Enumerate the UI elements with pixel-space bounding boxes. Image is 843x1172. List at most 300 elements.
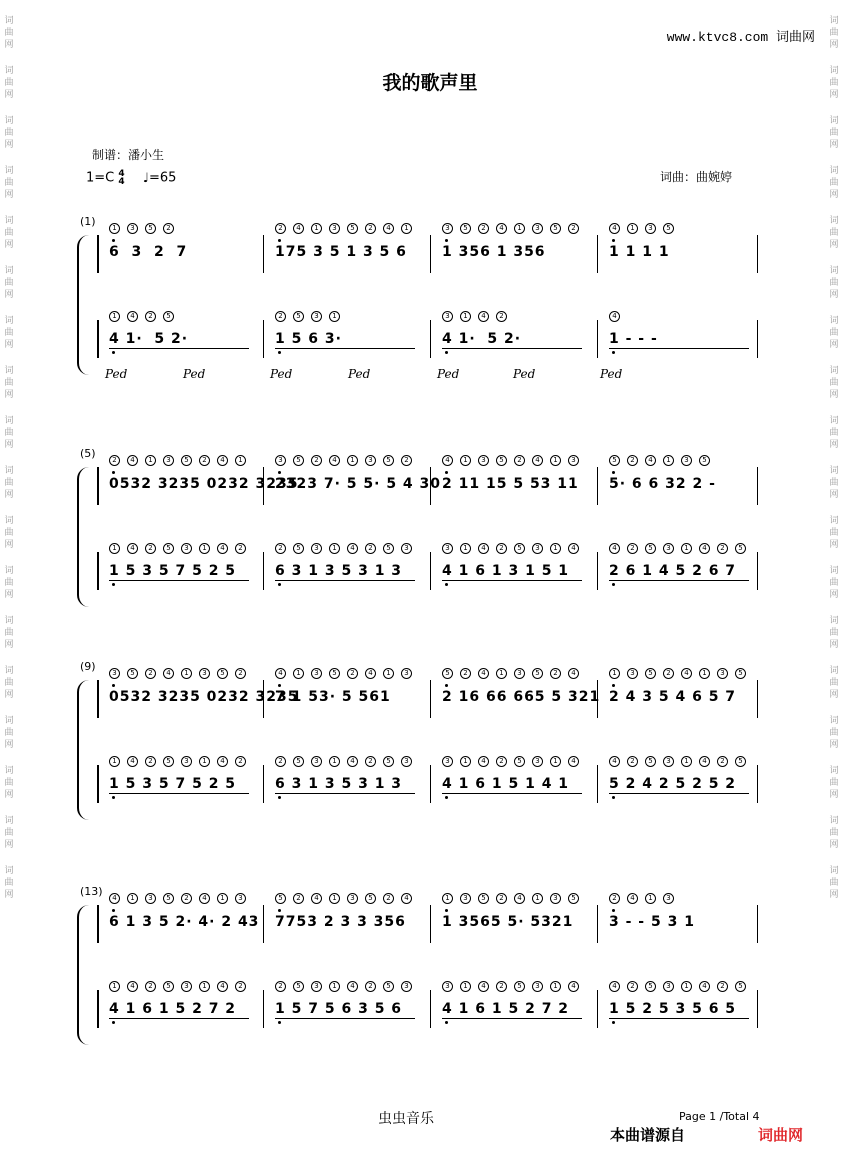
- underline-beam: [442, 1018, 582, 1019]
- finger-circle: 3: [181, 981, 192, 992]
- finger-circle: 4: [681, 668, 692, 679]
- finger-circle: 4: [514, 893, 525, 904]
- finger-circle: 1: [460, 311, 471, 322]
- barline-bass: [263, 552, 264, 590]
- finger-circle: 3: [311, 756, 322, 767]
- finger-circle: 1: [550, 981, 561, 992]
- finger-circle: 4: [347, 543, 358, 554]
- watermark-mark: 词 曲 网: [829, 415, 839, 449]
- time-bottom: 4: [118, 177, 125, 187]
- finger-circle: 5: [163, 543, 174, 554]
- bass-measure: 6 3 1 3 5 3 1 3: [275, 563, 403, 579]
- finger-circle: 4: [275, 668, 286, 679]
- finger-circle: 3: [442, 756, 453, 767]
- finger-circle: 3: [550, 893, 561, 904]
- octave-dot: [278, 909, 281, 912]
- treble-measure: 2323 7· 5 5· 5 4 30: [275, 476, 442, 492]
- finger-circle: 3: [181, 543, 192, 554]
- finger-circle: 5: [460, 223, 471, 234]
- watermark-mark: 词 曲 网: [829, 65, 839, 99]
- treble-measure: 6 1 3 5 2· 4· 2 43: [109, 914, 260, 930]
- finger-circle: 4: [109, 893, 120, 904]
- finger-circle: 3: [532, 223, 543, 234]
- finger-circle: 1: [460, 455, 471, 466]
- bass-measure: 1 5 3 5 7 5 2 5: [109, 776, 237, 792]
- finger-circle: 5: [645, 756, 656, 767]
- underline-beam: [275, 1018, 415, 1019]
- pedal-marking: Ped: [513, 367, 536, 381]
- finger-circle: 2: [627, 543, 638, 554]
- bass-measure: 1 5 7 5 6 3 5 6: [275, 1001, 403, 1017]
- finger-circle: 5: [347, 223, 358, 234]
- finger-circle: 3: [181, 756, 192, 767]
- octave-dot: [445, 796, 448, 799]
- octave-dot: [445, 1021, 448, 1024]
- finger-circle: 5: [293, 981, 304, 992]
- underline-beam: [275, 348, 415, 349]
- finger-circle: 2: [627, 981, 638, 992]
- measure-number: (5): [80, 447, 96, 460]
- finger-circle: 2: [235, 981, 246, 992]
- finger-circle: 1: [460, 981, 471, 992]
- underline-beam: [609, 580, 749, 581]
- watermark-mark: 词 曲 网: [4, 415, 14, 449]
- finger-circle: 2: [145, 311, 156, 322]
- finger-circle: 3: [311, 543, 322, 554]
- finger-circle: 5: [217, 668, 228, 679]
- finger-circle: 1: [329, 756, 340, 767]
- underline-beam: [442, 580, 582, 581]
- octave-dot: [445, 351, 448, 354]
- finger-circle: 1: [329, 893, 340, 904]
- finger-circle: 4: [699, 756, 710, 767]
- finger-circle: 1: [442, 893, 453, 904]
- finger-circle: 1: [109, 311, 120, 322]
- finger-circle: 3: [663, 981, 674, 992]
- finger-circle: 2: [609, 893, 620, 904]
- watermark-mark: 词 曲 网: [4, 465, 14, 499]
- finger-circle: 3: [532, 756, 543, 767]
- source-site[interactable]: 词曲网: [758, 1126, 804, 1144]
- finger-circle: 4: [217, 455, 228, 466]
- finger-circle: 5: [163, 893, 174, 904]
- barline-bass: [263, 990, 264, 1028]
- barline-treble: [430, 235, 431, 273]
- octave-dot: [612, 351, 615, 354]
- finger-circle: 1: [199, 543, 210, 554]
- finger-circle: 4: [383, 223, 394, 234]
- finger-circle: 1: [347, 455, 358, 466]
- watermark-mark: 词 曲 网: [829, 15, 839, 49]
- finger-circle: 1: [460, 543, 471, 554]
- bass-measure: 4 1 6 1 5 2 7 2: [442, 1001, 570, 1017]
- finger-circle: 4: [699, 543, 710, 554]
- finger-circle: 1: [293, 668, 304, 679]
- measure-number: (9): [80, 660, 96, 673]
- finger-circle: 5: [275, 893, 286, 904]
- left-watermark-strip: [2, 0, 16, 1172]
- finger-circle: 3: [460, 893, 471, 904]
- finger-circle: 5: [532, 668, 543, 679]
- octave-dot: [278, 351, 281, 354]
- barline-bass: [97, 320, 99, 358]
- watermark-mark: 词 曲 网: [829, 615, 839, 649]
- finger-circle: 3: [663, 756, 674, 767]
- finger-circle: 2: [145, 981, 156, 992]
- finger-circle: 4: [627, 893, 638, 904]
- underline-beam: [275, 580, 415, 581]
- finger-circle: 2: [717, 543, 728, 554]
- finger-circle: 4: [478, 543, 489, 554]
- finger-circle: 2: [717, 756, 728, 767]
- finger-circle: 4: [217, 756, 228, 767]
- finger-circle: 4: [496, 223, 507, 234]
- barline-bass: [597, 320, 598, 358]
- publisher: 虫虫音乐: [378, 1111, 434, 1127]
- finger-circle: 1: [609, 668, 620, 679]
- finger-circle: 5: [645, 981, 656, 992]
- finger-circle: 5: [181, 455, 192, 466]
- finger-circle: 2: [496, 543, 507, 554]
- finger-circle: 3: [235, 893, 246, 904]
- pedal-marking: Ped: [105, 367, 128, 381]
- finger-circle: 2: [496, 756, 507, 767]
- watermark-mark: 词 曲 网: [4, 365, 14, 399]
- watermark-mark: 词 曲 网: [4, 165, 14, 199]
- finger-circle: 2: [347, 668, 358, 679]
- finger-circle: 2: [109, 455, 120, 466]
- finger-circle: 4: [163, 668, 174, 679]
- treble-measure: 1 1 1 1: [609, 244, 670, 260]
- watermark-mark: 词 曲 网: [4, 265, 14, 299]
- finger-circle: 3: [311, 981, 322, 992]
- octave-dot: [278, 1021, 281, 1024]
- finger-circle: 2: [365, 756, 376, 767]
- watermark-mark: 词 曲 网: [829, 865, 839, 899]
- underline-beam: [609, 1018, 749, 1019]
- octave-dot: [445, 684, 448, 687]
- treble-measure: 2 11 15 5 53 11: [442, 476, 579, 492]
- barline-bass: [597, 765, 598, 803]
- watermark-mark: 词 曲 网: [829, 665, 839, 699]
- octave-dot: [112, 1021, 115, 1024]
- finger-circle: 5: [163, 981, 174, 992]
- underline-beam: [109, 793, 249, 794]
- finger-circle: 3: [199, 668, 210, 679]
- finger-circle: 1: [235, 455, 246, 466]
- treble-measure: 3 - - 5 3 1: [609, 914, 695, 930]
- octave-dot: [445, 583, 448, 586]
- finger-circle: 3: [311, 311, 322, 322]
- finger-circle: 3: [442, 981, 453, 992]
- finger-circle: 5: [127, 668, 138, 679]
- finger-circle: 4: [329, 455, 340, 466]
- finger-circle: 2: [275, 981, 286, 992]
- finger-circle: 3: [442, 223, 453, 234]
- finger-circle: 1: [217, 893, 228, 904]
- barline-treble: [430, 905, 431, 943]
- finger-circle: 2: [383, 893, 394, 904]
- finger-circle: 5: [293, 455, 304, 466]
- barline-bass: [430, 990, 431, 1028]
- finger-circle: 2: [365, 223, 376, 234]
- finger-circle: 3: [401, 668, 412, 679]
- finger-circle: 4: [699, 981, 710, 992]
- finger-circle: 2: [235, 668, 246, 679]
- treble-measure: 175 3 5 1 3 5 6: [275, 244, 407, 260]
- finger-circle: 2: [663, 668, 674, 679]
- finger-circle: 4: [217, 543, 228, 554]
- octave-dot: [112, 471, 115, 474]
- underline-beam: [442, 793, 582, 794]
- barline-treble: [97, 235, 99, 273]
- measure-number: (13): [80, 885, 103, 898]
- finger-circle: 5: [365, 893, 376, 904]
- watermark-mark: 词 曲 网: [829, 765, 839, 799]
- finger-circle: 4: [532, 455, 543, 466]
- barline-bass: [430, 552, 431, 590]
- finger-circle: 5: [163, 311, 174, 322]
- watermark-mark: 词 曲 网: [4, 615, 14, 649]
- barline-treble: [597, 905, 598, 943]
- finger-circle: 5: [383, 756, 394, 767]
- finger-circle: 5: [383, 455, 394, 466]
- finger-circle: 3: [109, 668, 120, 679]
- bass-measure: 6 3 1 3 5 3 1 3: [275, 776, 403, 792]
- finger-circle: 5: [442, 668, 453, 679]
- octave-dot: [112, 583, 115, 586]
- barline-treble: [97, 467, 99, 505]
- octave-dot: [112, 684, 115, 687]
- finger-circle: 3: [329, 223, 340, 234]
- finger-circle: 4: [478, 756, 489, 767]
- treble-measure: 7753 2 3 3 356: [275, 914, 406, 930]
- barline-treble: [263, 235, 264, 273]
- pedal-marking: Ped: [183, 367, 206, 381]
- barline-bass: [597, 990, 598, 1028]
- barline-bass: [263, 320, 264, 358]
- grand-staff-brace: [77, 905, 89, 1045]
- treble-measure: 5· 6 6 32 2 -: [609, 476, 716, 492]
- watermark-mark: 词 曲 网: [829, 115, 839, 149]
- finger-circle: 4: [347, 756, 358, 767]
- finger-circle: 1: [401, 223, 412, 234]
- barline-bass: [757, 765, 758, 803]
- finger-circle: 4: [442, 455, 453, 466]
- watermark-mark: 词 曲 网: [829, 365, 839, 399]
- finger-circle: 1: [627, 223, 638, 234]
- barline-treble: [757, 680, 758, 718]
- finger-circle: 4: [311, 893, 322, 904]
- barline-bass: [97, 990, 99, 1028]
- measure-number: (1): [80, 215, 96, 228]
- watermark-mark: 词 曲 网: [4, 715, 14, 749]
- grand-staff-brace: [77, 680, 89, 820]
- finger-circle: 5: [663, 223, 674, 234]
- finger-circle: 4: [568, 543, 579, 554]
- quarter-note-icon: ♩: [142, 170, 149, 186]
- lyricist-composer: 词曲：曲婉婷: [660, 170, 733, 184]
- octave-dot: [278, 796, 281, 799]
- finger-circle: 1: [127, 893, 138, 904]
- watermark-mark: 词 曲 网: [4, 65, 14, 99]
- finger-circle: 3: [401, 756, 412, 767]
- octave-dot: [112, 239, 115, 242]
- treble-measure: 2 4 3 5 4 6 5 7: [609, 689, 737, 705]
- pedal-marking: Ped: [270, 367, 293, 381]
- watermark-mark: 词 曲 网: [4, 115, 14, 149]
- barline-bass: [430, 320, 431, 358]
- finger-circle: 3: [442, 543, 453, 554]
- barline-bass: [757, 990, 758, 1028]
- treble-measure: 1 356 1 356: [442, 244, 546, 260]
- finger-circle: 1: [329, 543, 340, 554]
- watermark-mark: 词 曲 网: [4, 215, 14, 249]
- source-prefix: 本曲谱源自: [610, 1126, 686, 1144]
- finger-circle: 1: [681, 543, 692, 554]
- finger-circle: 3: [532, 981, 543, 992]
- watermark-mark: 词 曲 网: [829, 815, 839, 849]
- underline-beam: [109, 1018, 249, 1019]
- octave-dot: [612, 239, 615, 242]
- finger-circle: 2: [717, 981, 728, 992]
- octave-dot: [278, 471, 281, 474]
- finger-circle: 4: [609, 543, 620, 554]
- treble-measure: 7 1 53· 5 561: [275, 689, 391, 705]
- finger-circle: 1: [181, 668, 192, 679]
- finger-circle: 3: [401, 981, 412, 992]
- finger-circle: 3: [365, 455, 376, 466]
- finger-circle: 1: [199, 981, 210, 992]
- finger-circle: 3: [514, 668, 525, 679]
- watermark-mark: 词 曲 网: [829, 265, 839, 299]
- finger-circle: 1: [550, 543, 561, 554]
- finger-circle: 4: [609, 981, 620, 992]
- finger-circle: 1: [663, 455, 674, 466]
- barline-treble: [97, 680, 99, 718]
- finger-circle: 5: [163, 756, 174, 767]
- underline-beam: [442, 348, 582, 349]
- octave-dot: [278, 684, 281, 687]
- finger-circle: 4: [217, 981, 228, 992]
- finger-circle: 1: [496, 668, 507, 679]
- barline-treble: [597, 467, 598, 505]
- finger-circle: 2: [550, 668, 561, 679]
- finger-circle: 4: [199, 893, 210, 904]
- finger-circle: 2: [293, 893, 304, 904]
- finger-circle: 5: [514, 756, 525, 767]
- finger-circle: 3: [627, 668, 638, 679]
- bass-measure: 4 1· 5 2·: [442, 331, 522, 347]
- finger-circle: 2: [275, 311, 286, 322]
- finger-circle: 5: [550, 223, 561, 234]
- finger-circle: 2: [478, 223, 489, 234]
- finger-circle: 1: [383, 668, 394, 679]
- finger-circle: 2: [496, 311, 507, 322]
- finger-circle: 2: [275, 543, 286, 554]
- underline-beam: [275, 793, 415, 794]
- octave-dot: [612, 796, 615, 799]
- finger-circle: 4: [478, 668, 489, 679]
- page-title: 我的歌声里: [382, 72, 478, 94]
- tempo: =65: [148, 170, 177, 186]
- barline-bass: [263, 765, 264, 803]
- treble-measure: 0532 3235 0232 3235: [109, 476, 299, 492]
- finger-circle: 2: [145, 756, 156, 767]
- finger-circle: 5: [735, 668, 746, 679]
- bass-measure: 1 - - -: [609, 331, 658, 347]
- finger-circle: 3: [311, 668, 322, 679]
- finger-circle: 1: [532, 893, 543, 904]
- barline-treble: [263, 905, 264, 943]
- watermark-mark: 词 曲 网: [829, 515, 839, 549]
- finger-circle: 4: [568, 756, 579, 767]
- underline-beam: [109, 580, 249, 581]
- finger-circle: 5: [699, 455, 710, 466]
- treble-measure: 2 16 66 665 5 321: [442, 689, 601, 705]
- finger-circle: 5: [645, 668, 656, 679]
- barline-treble: [430, 680, 431, 718]
- watermark-mark: 词 曲 网: [4, 515, 14, 549]
- finger-circle: 4: [645, 455, 656, 466]
- bass-measure: 4 1· 5 2·: [109, 331, 189, 347]
- finger-circle: 5: [329, 668, 340, 679]
- finger-circle: 5: [514, 543, 525, 554]
- bass-measure: 1 5 6 3·: [275, 331, 342, 347]
- finger-circle: 2: [199, 455, 210, 466]
- finger-circle: 2: [460, 668, 471, 679]
- finger-circle: 2: [514, 455, 525, 466]
- octave-dot: [612, 471, 615, 474]
- watermark-mark: 词 曲 网: [4, 15, 14, 49]
- finger-circle: 1: [645, 893, 656, 904]
- barline-bass: [97, 552, 99, 590]
- bass-measure: 1 5 3 5 7 5 2 5: [109, 563, 237, 579]
- finger-circle: 4: [609, 756, 620, 767]
- finger-circle: 3: [478, 455, 489, 466]
- watermark-mark: 词 曲 网: [829, 715, 839, 749]
- finger-circle: 4: [609, 311, 620, 322]
- finger-circle: 1: [109, 223, 120, 234]
- pedal-marking: Ped: [437, 367, 460, 381]
- finger-circle: 3: [663, 543, 674, 554]
- finger-circle: 3: [401, 543, 412, 554]
- finger-circle: 5: [645, 543, 656, 554]
- finger-circle: 3: [645, 223, 656, 234]
- finger-circle: 5: [145, 223, 156, 234]
- finger-circle: 1: [681, 756, 692, 767]
- finger-circle: 5: [609, 455, 620, 466]
- finger-circle: 4: [127, 543, 138, 554]
- finger-circle: 2: [163, 223, 174, 234]
- finger-circle: 4: [127, 455, 138, 466]
- page-number: Page 1 /Total 4: [679, 1110, 760, 1123]
- finger-circle: 1: [109, 756, 120, 767]
- finger-circle: 5: [496, 455, 507, 466]
- watermark-mark: 词 曲 网: [829, 315, 839, 349]
- finger-circle: 5: [735, 756, 746, 767]
- finger-circle: 5: [478, 893, 489, 904]
- watermark-mark: 词 曲 网: [829, 465, 839, 499]
- finger-circle: 2: [235, 756, 246, 767]
- finger-circle: 4: [347, 981, 358, 992]
- watermark-mark: 词 曲 网: [4, 815, 14, 849]
- finger-circle: 4: [568, 981, 579, 992]
- finger-circle: 2: [568, 223, 579, 234]
- finger-circle: 5: [293, 543, 304, 554]
- finger-circle: 5: [293, 311, 304, 322]
- site-url[interactable]: www.ktvc8.com 词曲网: [666, 30, 815, 45]
